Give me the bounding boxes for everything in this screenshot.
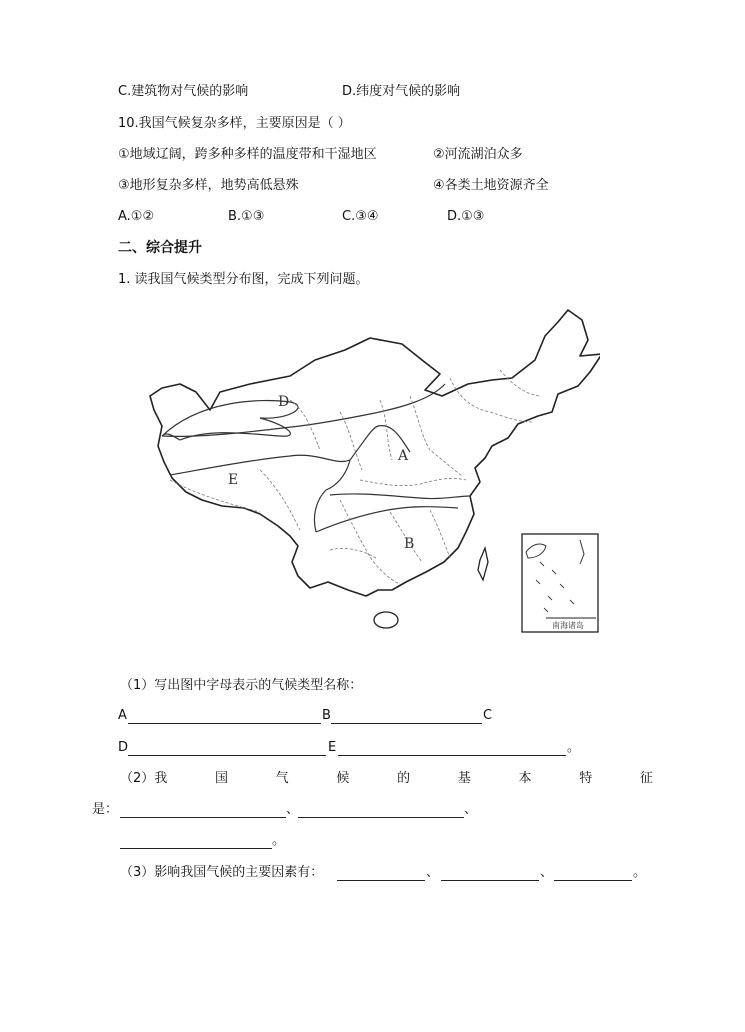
blank-label-d: D (118, 740, 129, 755)
map-label-e: E (228, 472, 239, 488)
q10-stem: 10.我国气候复杂多样，主要原因是（ ） (118, 116, 351, 131)
map-label-a: A (398, 448, 409, 464)
q9-option-d: D.纬度对气候的影响 (342, 84, 461, 99)
map-label-b: B (404, 536, 415, 552)
answer-blank-factor-1[interactable] (337, 880, 425, 881)
answer-blank-feature-2[interactable] (298, 817, 464, 818)
section-title: 二、综合提升 (118, 240, 202, 256)
climate-boundary-3 (170, 455, 350, 475)
province-borders (170, 370, 540, 584)
sub2-char: 候 (336, 771, 350, 786)
answer-blank-e[interactable] (338, 755, 566, 756)
answer-blank-factor-2[interactable] (441, 880, 539, 881)
sub2-char: 基 (457, 771, 471, 786)
sub-question-3: （3）影响我国气候的主要因素有： (120, 865, 324, 880)
period-2: 。 (272, 833, 286, 848)
q10-choice-c: C.③④ (342, 209, 379, 224)
blank-label-c: C (483, 708, 493, 723)
q10-item-1: ①地域辽阔，跨多种多样的温度带和干湿地区 (118, 147, 377, 162)
blank-label-a: A (118, 708, 127, 723)
q9-option-c: C.建筑物对气候的影响 (118, 84, 249, 99)
answer-blank-feature-1[interactable] (120, 817, 286, 818)
inset-caption: 南海诸岛 (552, 621, 584, 630)
hainan-island (374, 612, 398, 628)
sub2-char: 征 (639, 771, 653, 786)
separator: 、 (540, 865, 554, 880)
period-3: 。 (633, 865, 647, 880)
climate-boundary-7 (316, 507, 458, 532)
separator: 、 (464, 802, 478, 817)
blank-label-b: B (322, 708, 331, 723)
sub2-char: 国 (214, 771, 228, 786)
answer-blank-b[interactable] (331, 723, 482, 724)
map-label-d: D (278, 394, 290, 410)
sub2-char: 气 (275, 771, 289, 786)
sub2-char: 的 (397, 771, 411, 786)
answer-blank-feature-3[interactable] (120, 848, 272, 849)
sub-question-2 (120, 771, 653, 787)
answer-blank-factor-3[interactable] (554, 880, 632, 881)
climate-boundary-6 (330, 494, 470, 499)
sub2-char: 特 (579, 771, 593, 786)
q1-stem: 1. 读我国气候类型分布图，完成下列问题。 (118, 272, 369, 287)
china-climate-map (140, 300, 600, 640)
q10-item-2: ②河流湖泊众多 (433, 147, 523, 162)
south-china-sea-inset (522, 534, 598, 632)
sub2-continuation: 是： (92, 802, 119, 817)
blank-label-e: E (328, 740, 337, 755)
sub2-char: （2）我 (120, 771, 168, 786)
q10-item-4: ④各类土地资源齐全 (433, 178, 549, 193)
q10-choice-a: A.①② (118, 209, 155, 224)
answer-blank-d[interactable] (128, 755, 326, 756)
sub-question-1: （1）写出图中字母表示的气候类型名称： (120, 678, 363, 693)
separator: 、 (426, 865, 440, 880)
taiwan-island (478, 548, 488, 580)
sub2-char: 本 (518, 771, 532, 786)
period-1: 。 (567, 740, 581, 755)
answer-blank-a[interactable] (128, 723, 321, 724)
separator: 、 (286, 802, 300, 817)
q10-choice-d: D.①③ (447, 209, 485, 224)
q10-item-3: ③地形复杂多样，地势高低悬殊 (118, 178, 299, 193)
q10-choice-b: B.①③ (228, 209, 265, 224)
